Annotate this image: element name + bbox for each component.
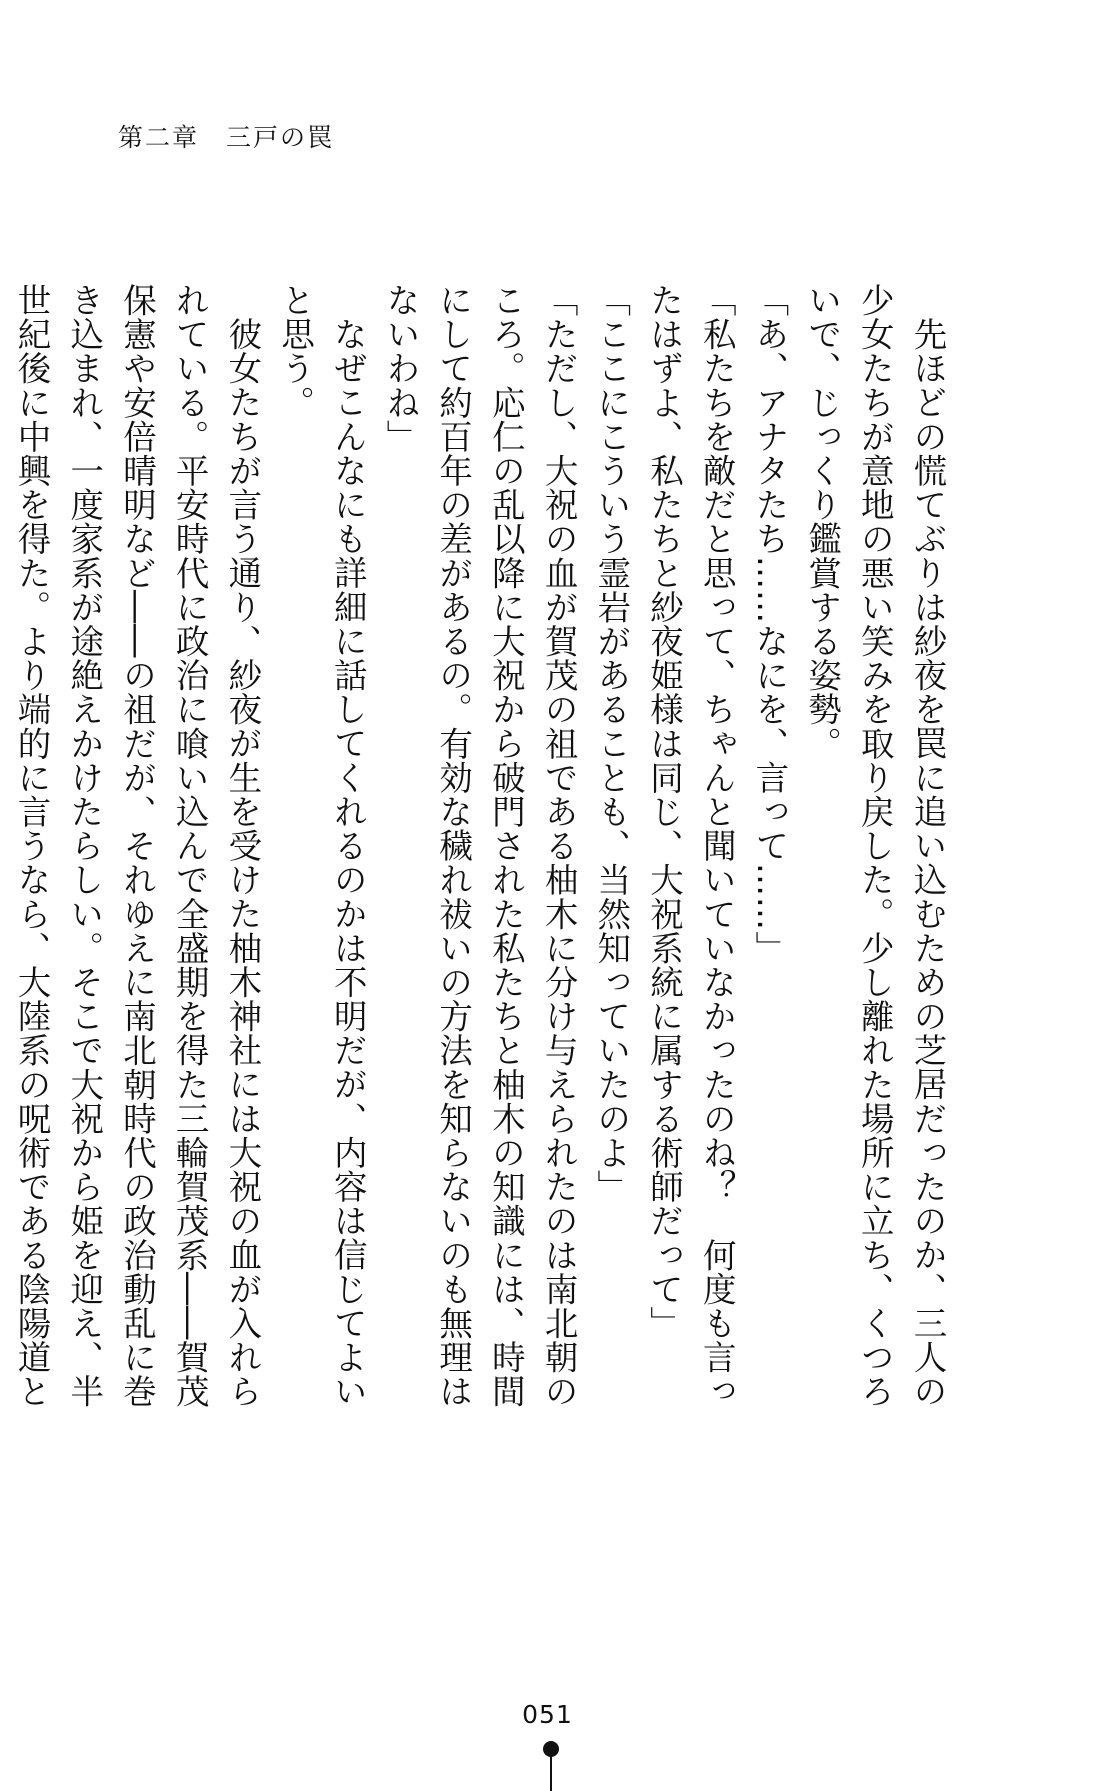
- paragraph: 先ほどの慌てぶりは紗夜を罠に追い込むための芝居だったのか、三人の少女たちが意地の悪い笑みを取り戻した。少し離れた場所に立ち、くつろいで、じっくり鑑賞する姿勢。: [802, 283, 947, 1409]
- paragraph: 「ただし、大祝の血が賀茂の祖である柚木に分け与えられたのは南北朝のころ。応仁の乱以降に大祝から破門された私たちと柚木の知識には、時間にして約百年の差があるの。有効な穢れ祓いの方法を知らないのも無理はないわね」: [380, 283, 579, 1409]
- page-number: 051: [522, 1700, 573, 1729]
- paragraph: 彼女たちが言う通り、紗夜が生を受けた柚木神社には大祝の血が入れられている。平安時代に政治に喰い込んで全盛期を得た三輪賀茂系――賀茂保憲や安倍晴明など――の祖だが、それゆえに南北朝時代の政治動乱に巻き込まれ、一度家系が途絶えかけたらしい。そこで大祝から姫を迎え、半世紀後に中興を得た。より端的に言うなら、大陸系の呪術である陰陽道と: [12, 283, 262, 1409]
- chapter-header: 第二章 三戸の罠: [118, 123, 335, 152]
- paragraph: 「ここにこういう霊岩があることも、当然知っていたのよ」: [591, 283, 631, 1204]
- paragraph: なぜこんなにも詳細に話してくれるのかは不明だが、内容は信じてよいと思う。: [275, 283, 368, 1408]
- page-marker-line: [550, 1756, 552, 1791]
- paragraph: 「あ、アナタたち……なにを、言って……」: [749, 283, 789, 965]
- page-marker-dot: [543, 1741, 559, 1757]
- body-text: [12, 283, 953, 1423]
- paragraph: 「私たちを敵だと思って、ちゃんと聞いていなかったのね？ 何度も言ったはずよ、私たちと紗夜姫様は同じ、大祝系統に属する術師だって」: [644, 283, 737, 1409]
